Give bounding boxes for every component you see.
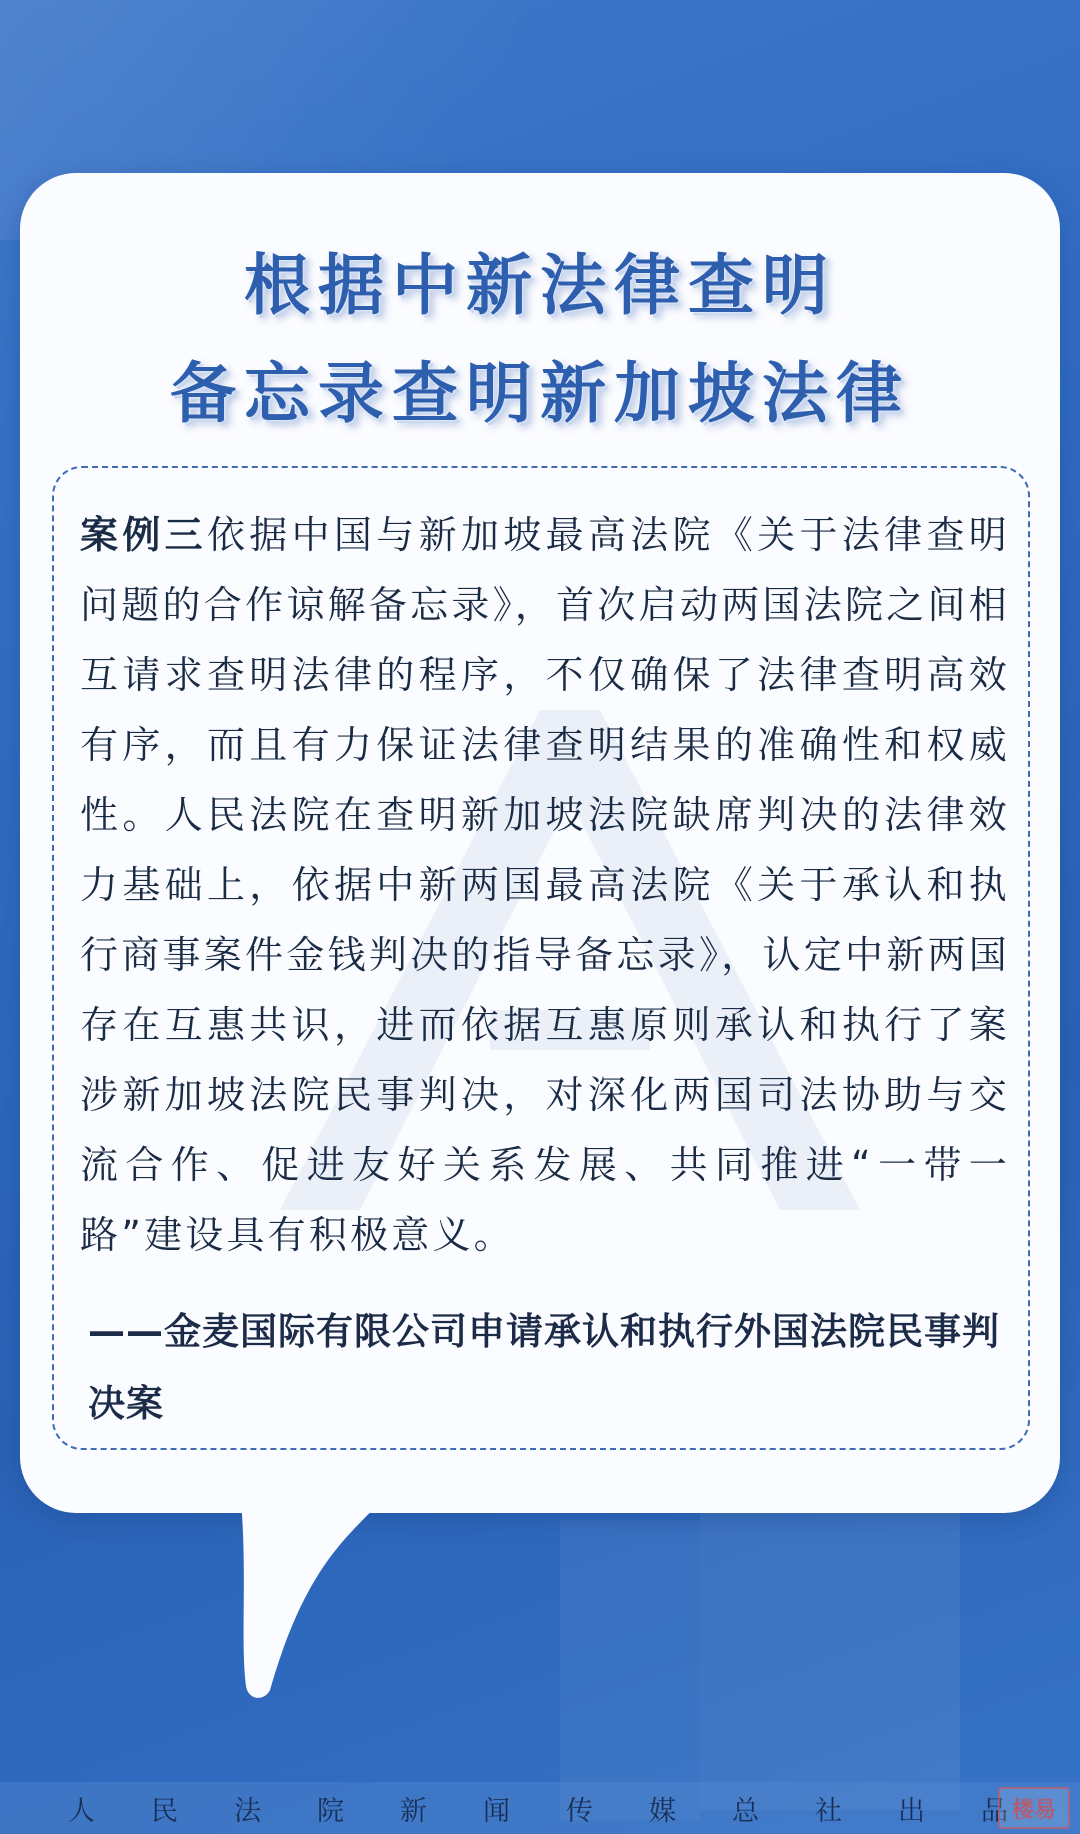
case-source: ——金麦国际有限公司申请承认和执行外国法院民事判决案 xyxy=(88,1310,1000,1425)
footer-bar xyxy=(0,1782,1080,1834)
speech-bubble-tail xyxy=(240,1490,390,1700)
page-title-line2: 备忘录查明新加坡法律 xyxy=(170,355,910,432)
background-stripe xyxy=(700,1480,960,1810)
footer-char: 总 xyxy=(732,1795,759,1827)
footer-credit xyxy=(68,1789,1008,1828)
case-text: 依据中国与新加坡最高法院《关于法律查明问题的合作谅解备忘录》，首次启动两国法院之间相互请求查明法律的程序，不仅确保了法律查明高效有序，而且有力保证法律查明结果的准确性和权威性。人民法院在查明新加坡法院缺席判决的法律效力基础上，依据中新两国最高法院《关于承认和执行商事案件金钱判决的指导备忘录》，认定中新两国存在互惠共识，进而依据互惠原则承认和执行了案涉新加坡法院民事判决，对深化两国司法协助与交流合作、促进友好关系发展、共同推进“一带一路”建设具有积极意义。 xyxy=(80,513,1010,1257)
footer-char: 人 xyxy=(68,1795,95,1827)
footer-char: 出 xyxy=(898,1795,925,1827)
footer-char: 媒 xyxy=(649,1795,676,1827)
page-title-line1: 根据中新法律查明 xyxy=(244,247,836,324)
case-paragraph xyxy=(80,500,1010,1270)
footer-char: 闻 xyxy=(483,1795,510,1827)
footer-char: 法 xyxy=(234,1795,261,1827)
case-lead: 案例三 xyxy=(80,513,207,557)
footer-char: 品 xyxy=(981,1795,1008,1827)
footer-char: 传 xyxy=(566,1795,593,1827)
footer-char: 社 xyxy=(815,1795,842,1827)
footer-char: 院 xyxy=(317,1795,344,1827)
footer-char: 新 xyxy=(400,1795,427,1827)
watermark-logo: 楼易 xyxy=(998,1787,1070,1829)
footer-char: 民 xyxy=(151,1795,178,1827)
background-stripe xyxy=(560,1520,700,1820)
